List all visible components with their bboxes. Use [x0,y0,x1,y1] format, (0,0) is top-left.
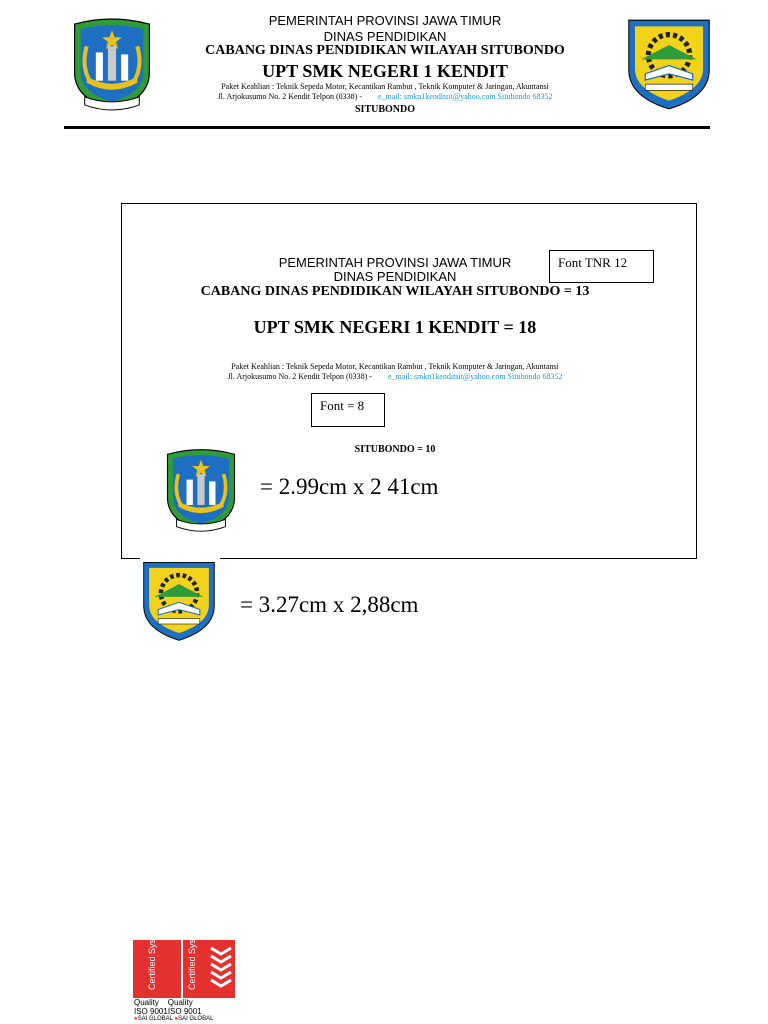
iso-badge-right [183,923,235,998]
iso-quality-2: Quality [167,998,193,1007]
header-department: DINAS PENDIDIKAN [323,29,447,44]
header-divider [64,126,710,129]
header-school-logo [622,14,716,112]
header-address-line [160,92,610,101]
example-crest-logo [160,447,242,533]
iso-standard-row [134,1007,202,1016]
example-school-logo [138,557,220,643]
header-email-link[interactable]: e_mail: smkn1kenditsit@yahoo.com Situbondo 68352 [377,92,553,101]
iso-brand-row: ●SAI GLOBAL ●SAI GLOBAL [134,1016,214,1022]
letterhead [160,0,610,130]
iso-certified-label-right: Certified System [187,923,197,990]
iso-brand-2: SAI GLOBAL [178,1016,214,1022]
font-small-note: Font = 8 [311,393,385,427]
iso-certification-mark [133,923,238,1024]
font-size-note: Font TNR 12 [549,250,654,283]
crest-size-label: = 2.99cm x 2 41cm [260,474,439,499]
example-address-line [160,372,630,381]
iso-badge-left [133,923,181,998]
header-crest-logo [66,16,158,112]
example-address: Jl. Arjokusumo No. 2 Kendit Telpon (0338) - [227,372,372,381]
iso-quality-row [134,998,193,1007]
header-province: PEMERINTAH PROVINSI JAWA TIMUR [268,13,502,28]
header-programs: Paket Keahlian : Teknik Sepeda Motor, Kecantikan Rambut , Teknik Komputer & Jaringan, Akuntansi [221,82,549,91]
iso-standard-1: ISO 9001 [134,1007,168,1016]
iso-standard-2: ISO 9001 [167,1007,202,1016]
header-branch: CABANG DINAS PENDIDIKAN WILAYAH SITUBONDO [205,43,565,58]
example-programs: Paket Keahlian : Teknik Sepeda Motor, Kecantikan Rambut , Teknik Komputer & Jaringan, Akuntansi [231,362,559,371]
iso-certified-label-left: Certified System [147,923,157,990]
example-department: DINAS PENDIDIKAN [333,269,457,284]
example-text-block [160,200,630,460]
header-school-name: UPT SMK NEGERI 1 KENDIT [262,61,508,81]
header-address: Jl. Arjokusumo No. 2 Kendit Telpon (0338) - [217,92,362,101]
example-branch: CABANG DINAS PENDIDIKAN WILAYAH SITUBONDO = 13 [200,284,590,299]
header-city: SITUBONDO [354,104,415,115]
school-logo-size-label: = 3.27cm x 2,88cm [240,592,419,617]
example-email-link[interactable]: e_mail: smkn1kenditsit@yahoo.com Situbondo 68352 [387,372,563,381]
iso-quality-1: Quality [134,998,159,1007]
example-province: PEMERINTAH PROVINSI JAWA TIMUR [278,255,512,270]
iso-brand-1: SAI GLOBAL [137,1016,173,1022]
example-city: SITUBONDO = 10 [354,444,436,455]
example-school-name: UPT SMK NEGERI 1 KENDIT = 18 [253,317,537,337]
